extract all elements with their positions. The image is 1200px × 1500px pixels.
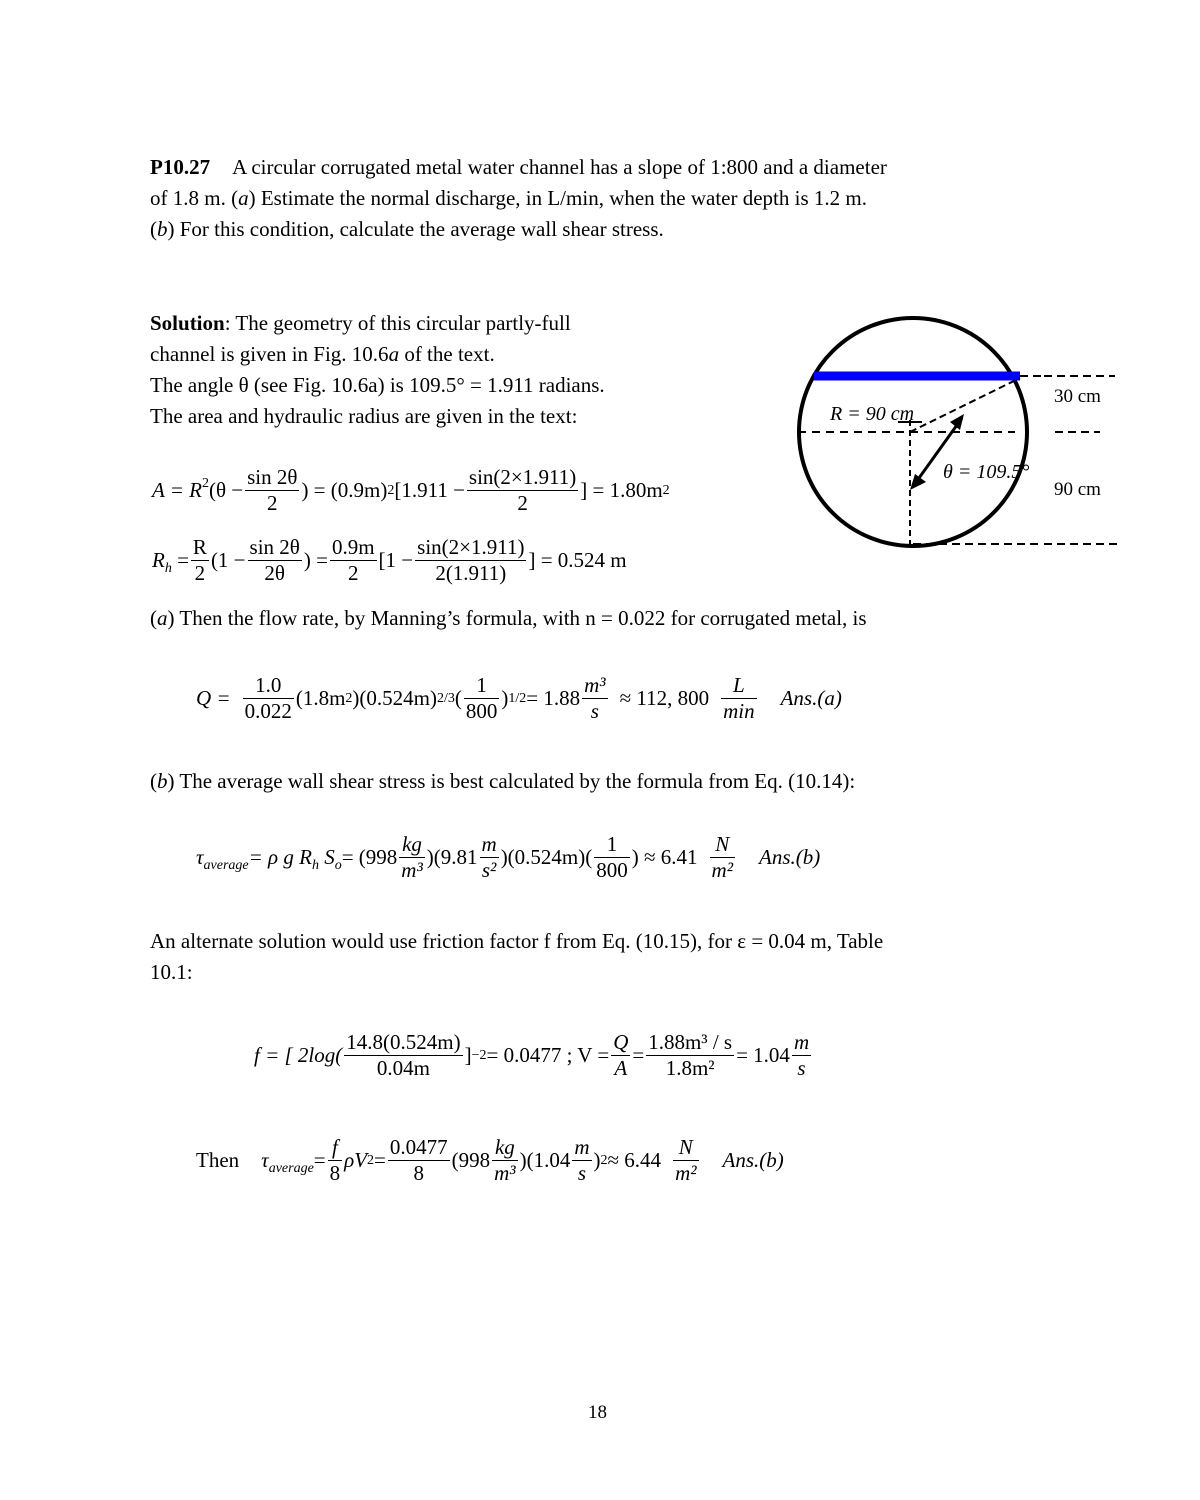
part-a-letter: a bbox=[157, 606, 168, 630]
area-lhs: A = R bbox=[152, 478, 202, 502]
tau2-then: Then bbox=[196, 1148, 240, 1172]
arrow-head-down bbox=[910, 474, 926, 490]
equation-shear-stress-alternate: Then $\tau_{average}$ = $\frac{f}{8}$ ρV 2 = $\frac{0.0477}{8}$ (998 $\frac{kg}{\text{m³}}$ )(1.04 $\frac{m}{s}$ ) 2 ≈ 6.44 $\frac{N}{\text{m²}}$ Ans.(b) bbox=[196, 1135, 784, 1185]
q-frac-3: $\frac{\text{m³}}{s}$ bbox=[584, 673, 606, 723]
part-b-sentence: ) The average wall shear stress is best calculated by the formula from Eq. (10.14): bbox=[167, 769, 856, 793]
rh-lhs-sub: h bbox=[164, 561, 172, 576]
solution-line-2-post: of the text. bbox=[399, 342, 495, 366]
problem-number: P10.27 bbox=[150, 155, 211, 179]
tau1-answer-label: Ans.(b) bbox=[759, 845, 821, 869]
area-mid-2: [1.911 − bbox=[394, 478, 465, 502]
rh-eq: = bbox=[171, 548, 189, 572]
radius-label: R = 90 cm bbox=[830, 403, 915, 425]
rh-mid-2: [1 − bbox=[378, 548, 414, 572]
rh-frac-1: $\frac{R}{2}$ bbox=[192, 535, 207, 585]
tau2-result: ≈ 6.44 bbox=[607, 1148, 662, 1172]
solution-fig-letter: a bbox=[388, 342, 400, 366]
rh-mid: ) = bbox=[303, 548, 328, 572]
rh-frac-4: $\frac{\sin(2\times 1.911)}{2(1.911)}$ bbox=[417, 535, 525, 585]
problem-line-3-pre: ( bbox=[150, 217, 157, 241]
problem-line-2-post: ) Estimate the normal discharge, in L/min, when the water depth is 1.2 m. bbox=[248, 186, 867, 210]
equation-flow-rate: Q = $\frac{1.0}{0.022}$ (1.8m 2 )(0.524m) 2/3 ( $\frac{1}{800}$ ) 1/2 = 1.88 $\frac{\text{m³}}{s}$ ≈ 112, 800 $\frac{L}{\min}$ Ans.(a) bbox=[196, 673, 842, 723]
f-frac-4: $\frac{m}{s}$ bbox=[793, 1030, 810, 1080]
tau1-frac-4: $\frac{N}{\text{m²}}$ bbox=[711, 832, 733, 882]
q-approx: ≈ 112, 800 bbox=[619, 686, 710, 710]
q-lhs: Q = bbox=[196, 686, 231, 710]
area-mid: ) = (0.9m) bbox=[301, 478, 388, 502]
f-result: = 0.0477 ; V = bbox=[486, 1043, 610, 1067]
rh-result: ] = 0.524 m bbox=[528, 548, 627, 572]
tau1-formula: = ρ g R bbox=[248, 845, 312, 869]
f-lhs: f = [ 2log( bbox=[254, 1043, 343, 1067]
problem-statement bbox=[150, 152, 887, 245]
rh-lhs: R bbox=[152, 548, 165, 572]
velocity-result: = 1.04 bbox=[736, 1043, 790, 1067]
tau1-frac-1: $\frac{kg}{\text{m³}}$ bbox=[401, 832, 423, 882]
tau2-frac-3: $\frac{kg}{\text{m³}}$ bbox=[494, 1135, 516, 1185]
tau1-eq2: = (998 bbox=[341, 845, 398, 869]
tau2-frac-2: $\frac{0.0477}{8}$ bbox=[389, 1135, 448, 1185]
radius-line bbox=[910, 378, 1020, 432]
q-frac-2: $\frac{1}{800}$ bbox=[465, 673, 498, 723]
f-frac-1: $\frac{14.8(0.524m)}{0.04m}$ bbox=[346, 1030, 461, 1080]
solution-line-1: : The geometry of this circular partly-full bbox=[224, 311, 571, 335]
part-b-text: (b) The average wall shear stress is best calculated by the formula from Eq. (10.14): bbox=[150, 769, 856, 793]
arrow-head-up bbox=[950, 414, 964, 430]
tau1-frac-2: $\frac{m}{\text{s²}}$ bbox=[481, 832, 497, 882]
part-b-letter: b bbox=[157, 769, 168, 793]
top-depth-label: 30 cm bbox=[1054, 386, 1101, 407]
part-a-sentence: ) Then the flow rate, by Manning’s formula, with n = 0.022 for corrugated metal, is bbox=[167, 606, 867, 630]
alt-line-1: An alternate solution would use friction factor f from Eq. (10.15), for ε = 0.04 m, Table bbox=[150, 929, 884, 953]
area-result: ] = 1.80m bbox=[580, 478, 663, 502]
rh-frac-3: $\frac{0.9m}{2}$ bbox=[331, 535, 375, 585]
page-number: 18 bbox=[588, 1402, 607, 1423]
tau2-frac-1: $\frac{f}{8}$ bbox=[329, 1135, 341, 1185]
angle-label: θ = 109.5° bbox=[943, 461, 1030, 483]
solution-line-2-pre: channel is given in Fig. 10.6 bbox=[150, 342, 389, 366]
q-answer-label: Ans.(a) bbox=[780, 686, 842, 710]
area-frac-1: $\frac{\sin 2\theta}{2}$ bbox=[247, 465, 298, 515]
problem-line-1: A circular corrugated metal water channel has a slope of 1:800 and a diameter bbox=[232, 155, 887, 179]
rh-frac-2: $\frac{\sin 2\theta}{2\theta}$ bbox=[249, 535, 300, 585]
problem-line-3-post: ) For this condition, calculate the average wall shear stress. bbox=[167, 217, 664, 241]
rh-open: (1 − bbox=[210, 548, 246, 572]
tau2-frac-4: $\frac{m}{s}$ bbox=[574, 1135, 590, 1185]
tau2-frac-5: $\frac{N}{\text{m²}}$ bbox=[675, 1135, 697, 1185]
solution-label: Solution bbox=[150, 311, 225, 335]
problem-part-a-letter: a bbox=[238, 186, 249, 210]
q-eq: = 1.88 bbox=[526, 686, 581, 710]
alt-line-2: 10.1: bbox=[150, 960, 193, 984]
equation-hydraulic-radius bbox=[152, 535, 627, 586]
f-frac-2: $\frac{Q}{A}$ bbox=[613, 1030, 629, 1080]
q-frac-1: $\frac{1.0}{0.022}$ bbox=[244, 673, 292, 723]
channel-cross-section-figure bbox=[780, 310, 1140, 560]
solution-line-4: The area and hydraulic radius are given in the text: bbox=[150, 404, 578, 428]
solution-intro bbox=[150, 308, 605, 432]
tau1-sub: average bbox=[203, 858, 249, 873]
equation-friction-factor: f = [ 2log( $\frac{14.8(0.524m)}{0.04m}$ ] −2 = 0.0477 ; V = $\frac{Q}{A}$ = $\frac{\text{1.88m³ / s}}{\text{1.8m²}}$ = 1.04 $\frac{m}{s}$ bbox=[254, 1030, 810, 1080]
tau1-frac-3: $\frac{1}{800}$ bbox=[596, 832, 628, 882]
solution-line-3: The angle θ (see Fig. 10.6a) is 109.5° = 1.911 radians. bbox=[150, 373, 605, 397]
area-open: (θ − bbox=[208, 478, 244, 502]
tau2-answer-label: Ans.(b) bbox=[722, 1148, 784, 1172]
problem-line-2-pre: of 1.8 m. ( bbox=[150, 186, 239, 210]
tau1-result: ) ≈ 6.41 bbox=[631, 845, 698, 869]
part-a-text: (a) Then the flow rate, by Manning’s formula, with n = 0.022 for corrugated metal, is bbox=[150, 606, 867, 630]
f-frac-3: $\frac{\text{1.88m³ / s}}{\text{1.8m²}}$ bbox=[648, 1030, 733, 1080]
equation-area: $A = R^2$ (θ − $\frac{\sin 2\theta}{2}$ ) = (0.9m) 2 [1.911 − $\frac{\sin(2\times 1.911)}{2}$ ] = 1.80m 2 bbox=[152, 465, 670, 515]
q-mid: (1.8m bbox=[295, 686, 346, 710]
problem-part-b-letter: b bbox=[157, 217, 168, 241]
equation-shear-stress: $\tau_{average}$ = ρ g $R_h$ $S_o$ = (998 $\frac{kg}{\text{m³}}$ )(9.81 $\frac{m}{\text{s²}}$ )(0.524m)( $\frac{1}{800}$ ) ≈ 6.41 $\frac{N}{\text{m²}}$ Ans.(b) bbox=[196, 832, 821, 882]
q-mid-2: )(0.524m) bbox=[352, 686, 437, 710]
area-lhs-exp: 2 bbox=[201, 476, 209, 491]
area-frac-2: $\frac{\sin(2\times 1.911)}{2}$ bbox=[468, 465, 577, 515]
bottom-depth-label: 90 cm bbox=[1054, 479, 1101, 500]
alternate-solution-text bbox=[150, 926, 883, 988]
q-frac-4: $\frac{L}{\min}$ bbox=[723, 673, 755, 723]
